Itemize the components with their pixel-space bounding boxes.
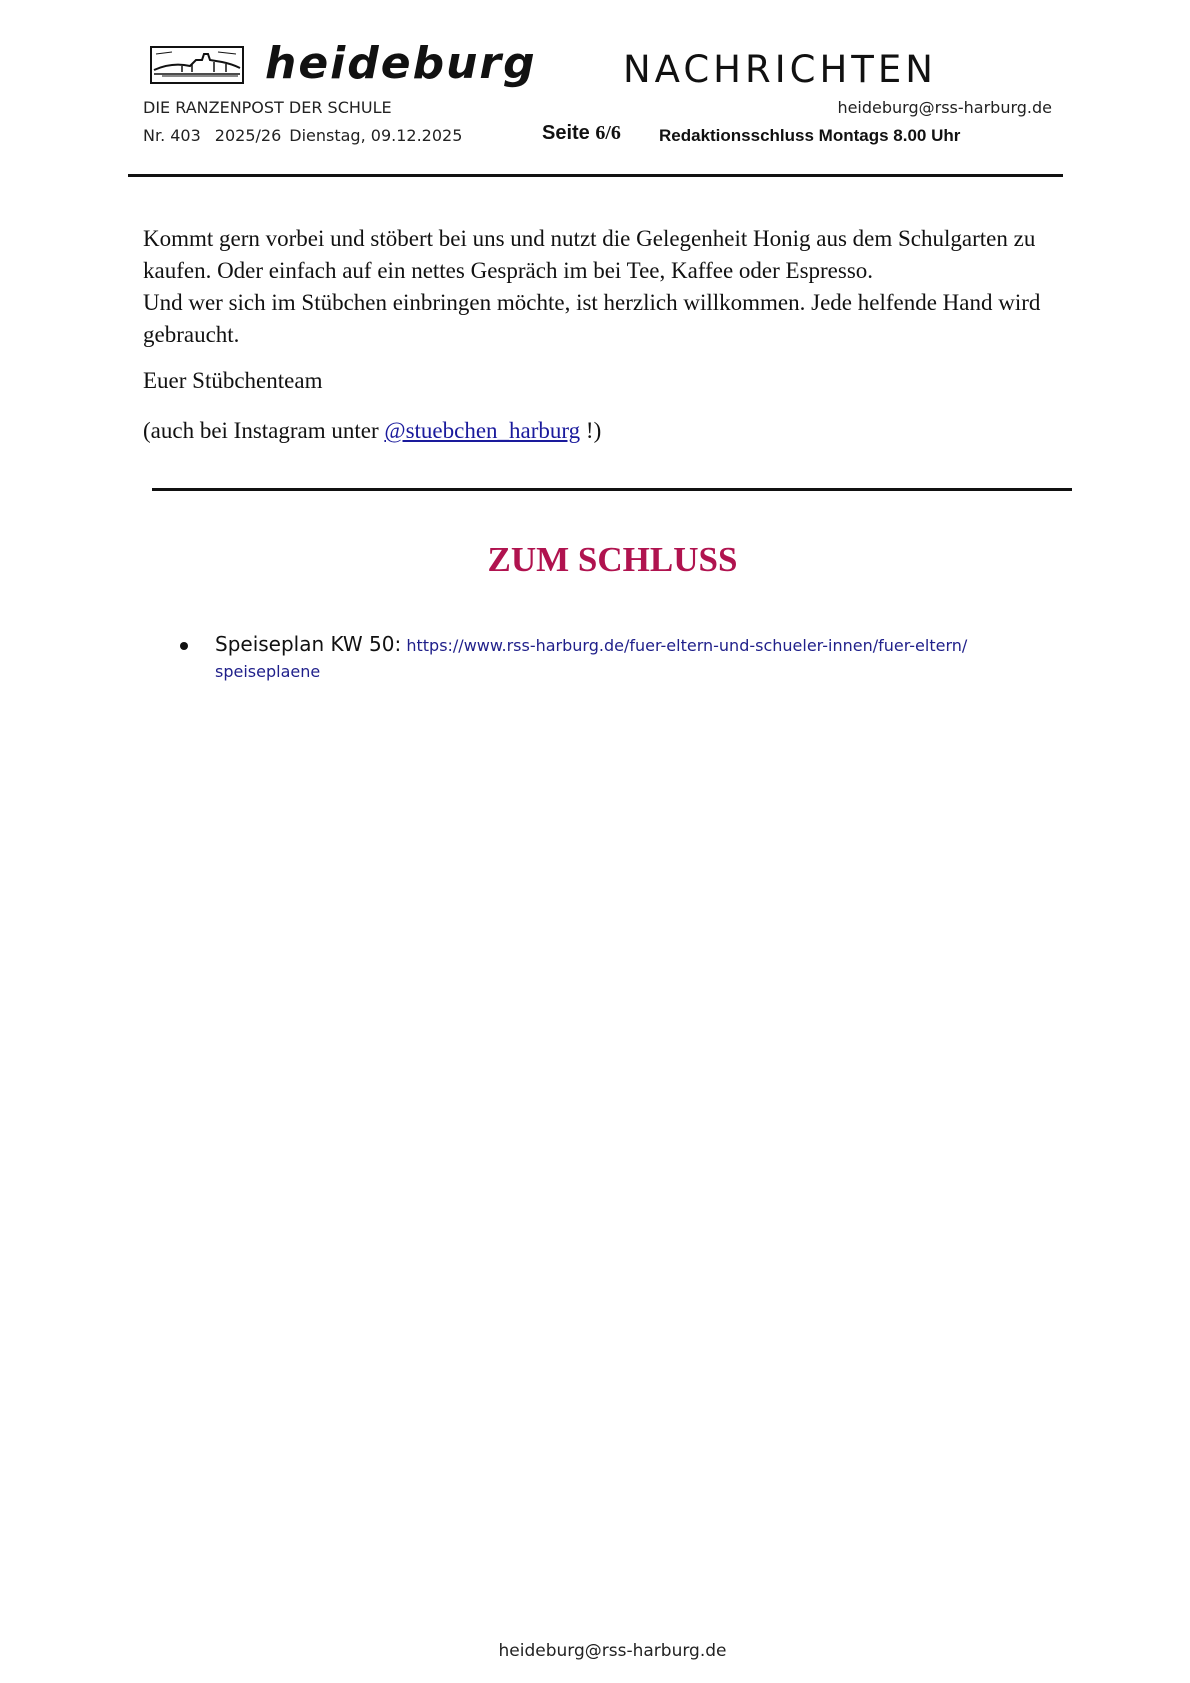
page-label: Seite	[542, 122, 590, 144]
editorial-deadline: Redaktionsschluss Montags 8.00 Uhr	[659, 126, 961, 145]
article-paragraph: Und wer sich im Stübchen einbringen möchte, ist herzlich willkommen. Jede helfende Hand wird gebraucht.	[143, 290, 1041, 347]
bullet-icon	[180, 642, 188, 650]
article-body	[143, 223, 1083, 351]
list-item	[178, 632, 1078, 685]
issue-info	[143, 126, 476, 145]
instagram-prefix: (auch bei Instagram unter	[143, 418, 379, 443]
link-line-2[interactable]: speiseplaene	[215, 662, 321, 681]
instagram-suffix: !)	[585, 418, 602, 443]
brand-name-bold: heideburg	[265, 38, 537, 89]
issue-date: Dienstag, 09.12.2025	[289, 126, 463, 145]
page-number: 6/6	[595, 122, 621, 144]
article-paragraph: Kommt gern vorbei und stöbert bei uns und nutzt die Gelegenheit Honig aus dem Schulgarten zu kaufen. Oder einfach auf ein nettes Gespräch im bei Tee, Kaffee oder Espresso.	[143, 226, 1036, 283]
masthead	[150, 38, 1050, 92]
instagram-line	[143, 418, 601, 444]
brand-name-caps: NACHRICHTEN	[623, 48, 937, 91]
footer-email: heideburg@rss-harburg.de	[498, 1641, 727, 1661]
tagline: DIE RANZENPOST DER SCHULE	[143, 98, 392, 117]
castle-logo-icon	[150, 46, 244, 84]
section-divider	[152, 488, 1072, 491]
list-item-label: Speiseplan KW 50:	[215, 632, 402, 656]
page-indicator	[542, 122, 621, 145]
header-divider	[128, 174, 1063, 177]
section-title: ZUM SCHLUSS	[487, 540, 738, 579]
article-signoff: Euer Stübchenteam	[143, 368, 323, 393]
header-email: heideburg@rss-harburg.de	[837, 98, 1052, 117]
issue-number: Nr. 403	[143, 126, 201, 145]
link-line-1[interactable]: https://www.rss-harburg.de/fuer-eltern-und-schueler-innen/fuer-eltern/	[406, 636, 968, 655]
instagram-link[interactable]: @stuebchen_harburg	[384, 418, 581, 443]
school-year: 2025/26	[214, 126, 282, 145]
closing-list	[178, 632, 1078, 685]
